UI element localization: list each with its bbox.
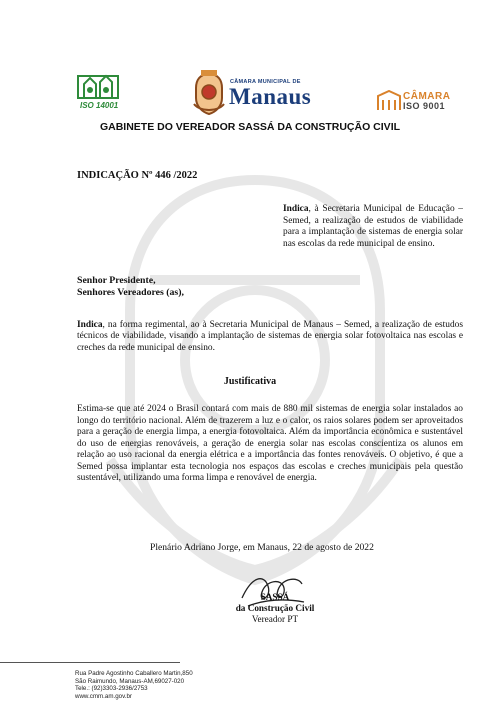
vocativo-vereadores: Senhores Vereadores (as),	[77, 287, 184, 298]
footer-phone: Tele.: (92)3303-2936/2753	[75, 685, 148, 693]
gabinete-heading: GABINETE DO VEREADOR SASSÁ DA CONSTRUÇÃO CIVIL	[99, 121, 401, 133]
signature-title: da Construção Civil	[235, 603, 315, 613]
footer-street: Rua Padre Agostinho Caballero Martin,850	[75, 670, 193, 677]
indicacao-number: INDICAÇÃO Nº 446 /2022	[77, 170, 198, 181]
indica-lead: Indica	[77, 320, 103, 330]
iso-9001-top-label: CÂMARA	[403, 91, 451, 102]
manaus-coat-of-arms-icon	[192, 68, 226, 116]
city-name-label: Manaus	[229, 84, 312, 109]
justificativa-paragraph: Estima-se que até 2024 o Brasil contará com mais de 880 mil sistemas de energia solar instalados ao longo do território nacional. Além de trazerem a luz e o calor, os raios solares podem ser aproveitados para a geração de energia limpa, a energia fotovoltaica. Além da importância econômica e sustentável do uso de energias renováveis, a geração de energia solar nas escolas conscientiza os alunos em relação ao uso racional da energia elétrica e a importância das fontes renováveis. O objetivo, é que a Semed possa implantar esta tecnologia nos espaços das escolas e creches municipais pela questão sustentável, utilizando uma forma limpa e renovável de energia.	[77, 404, 463, 483]
plenario-date-line: Plenário Adriano Jorge, em Manaus, 22 de agosto de 2022	[150, 542, 374, 553]
camara-manaus-logo	[192, 68, 322, 116]
ementa-paragraph	[283, 204, 463, 250]
iso-14001-logo	[74, 70, 124, 114]
iso-9001-bottom-label: ISO 9001	[403, 101, 446, 111]
iso-14001-emblem-icon	[74, 70, 124, 102]
camara-municipal-label: CÂMARA MUNICIPAL DE	[230, 79, 301, 85]
ementa-lead: Indica	[283, 204, 309, 214]
footer-divider	[0, 662, 180, 663]
vocativo	[77, 275, 184, 299]
footer-website: www.cmm.am.gov.br	[75, 692, 132, 700]
justificativa-heading: Justificativa	[223, 376, 277, 387]
indica-paragraph	[77, 320, 463, 354]
iso-14001-label: ISO 14001	[80, 101, 119, 110]
vocativo-presidente: Senhor Presidente,	[77, 275, 156, 286]
signature-block	[230, 592, 320, 614]
iso-9001-logo	[376, 90, 460, 114]
building-icon	[376, 90, 402, 112]
signature-role: Vereador PT	[251, 614, 299, 624]
signature-name: SASSÁ	[260, 592, 290, 602]
indica-text: , na forma regimental, ao à Secretaria Municipal de Manaus – Semed, a realização de estudos técnicos de viabilidade, visando a implantação de sistemas de energia solar fotovoltaica nas escolas e creches da rede municipal de ensino.	[77, 320, 463, 353]
footer-neighborhood: São Raimundo, Manaus-AM,69027-020	[75, 677, 185, 685]
ementa-text: , à Secretaria Municipal de Educação – Semed, a realização de estudos de viabilidade para a implantação de sistemas de energia solar nas escolas da rede municipal de ensino.	[283, 204, 463, 249]
footer-address	[75, 670, 193, 700]
